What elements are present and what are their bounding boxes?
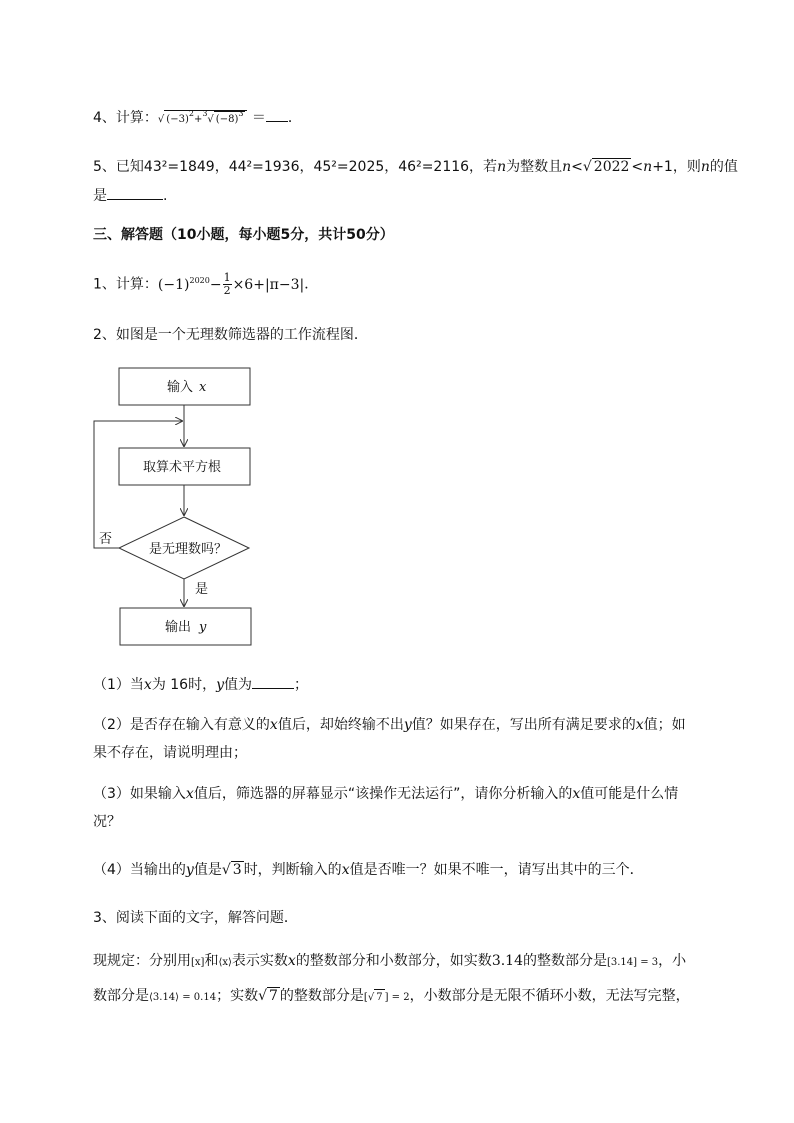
a3-l1-angle: ⟨x⟩ bbox=[218, 957, 232, 968]
a3-l1-d: 的整数部分和小数部分，如实数 bbox=[295, 953, 492, 969]
svg-text:输出y bbox=[165, 619, 207, 635]
a1-prefix: 1、计算： bbox=[93, 276, 158, 293]
a3-l1-f: [3.14] = 3 bbox=[606, 957, 659, 968]
s4-y: y bbox=[185, 862, 194, 878]
q4-expr-b: (−8) bbox=[215, 114, 239, 125]
q5-n2: n bbox=[643, 159, 653, 175]
q5-lt: < bbox=[571, 159, 583, 175]
s1-c: 值为 bbox=[224, 677, 253, 693]
s1-a: （1）当 bbox=[93, 677, 144, 693]
a1-rest: ×6+|π−3| bbox=[232, 276, 305, 293]
s1-y: y bbox=[216, 677, 225, 693]
flow-decision-label: 是无理数吗？ bbox=[149, 542, 228, 557]
q5-radicand: 2022 bbox=[593, 159, 630, 175]
q5-line2-end: . bbox=[163, 188, 168, 204]
a3-l2-a: 数部分是 bbox=[93, 988, 149, 1004]
q5-lt2: < bbox=[631, 159, 644, 175]
a3-l1-b: 和 bbox=[204, 953, 219, 969]
answer-question-2: 2、如图是一个无理数筛选器的工作流程图． bbox=[93, 327, 368, 343]
s4-radicand: 3 bbox=[232, 862, 242, 878]
q4-prefix: 4、计算： bbox=[93, 110, 158, 126]
s1-answer-blank[interactable] bbox=[252, 674, 294, 689]
sub-question-4: （4）当输出的y值是√ 3 时，判断输入的x值是否唯一？如果不唯一，请写出其中的三个． bbox=[93, 862, 644, 878]
s4-d: 值是否唯一？如果不唯一，请写出其中的三个． bbox=[349, 862, 644, 878]
s2-d: 值；如 bbox=[643, 717, 686, 733]
a3-l2-e: [ bbox=[363, 992, 368, 1003]
s4-x: x bbox=[341, 862, 350, 878]
sub-question-2-line1 bbox=[93, 715, 686, 735]
a3-l1-num: 3.14 bbox=[491, 953, 523, 969]
q5-n3: n bbox=[700, 159, 710, 175]
s4-a: （4）当输出的 bbox=[93, 862, 186, 878]
a3-l2-b: ⟨3.14⟩ = 0.14 bbox=[149, 992, 217, 1003]
flowchart bbox=[85, 360, 285, 660]
s3-x: x bbox=[185, 786, 194, 802]
answer-question-3: 3、阅读下面的文字，解答问题． bbox=[93, 910, 298, 926]
q5-mid: 为整数且 bbox=[506, 159, 563, 175]
sub-question-1 bbox=[93, 674, 308, 695]
flow-yes-label: 是 bbox=[195, 582, 209, 597]
a3-l2-radicand: 7 bbox=[269, 988, 278, 1004]
s4-c: 时，判断输入的 bbox=[243, 862, 342, 878]
s2-b: 值后，却始终输不出 bbox=[277, 717, 404, 733]
q4-plus: + bbox=[193, 114, 203, 125]
flow-sqrt-label: 取算术平方根 bbox=[143, 460, 222, 475]
a1-exp: 2020 bbox=[189, 275, 210, 285]
s2-y: y bbox=[403, 717, 412, 733]
a3-l1-x: x bbox=[287, 953, 296, 969]
a3-l2-d: 的整数部分是 bbox=[279, 988, 364, 1004]
s1-x: x bbox=[143, 677, 152, 693]
a1-fraction bbox=[223, 272, 232, 297]
s3-a: （3）如果输入 bbox=[93, 786, 186, 802]
section-3-title: 三、解答题（10小题，每小题5分，共计50分） bbox=[93, 227, 394, 243]
s4-b: 值是 bbox=[193, 862, 222, 878]
a3-l2-f: ] = 2 bbox=[384, 992, 410, 1003]
a1-minus: − bbox=[209, 276, 222, 293]
a1-end: ． bbox=[304, 276, 319, 293]
q5-tail: 的值 bbox=[709, 159, 738, 175]
q5-n: n bbox=[497, 159, 507, 175]
q4-equals: ＝ bbox=[251, 110, 266, 126]
a3-paragraph-line2: 数部分是⟨3.14⟩ = 0.14；实数√ 7 的整数部分是[√ 7 ] = 2，小数部分是无限不循环小数，无法写完整， bbox=[93, 988, 690, 1004]
a3-l1-bracket: [x] bbox=[191, 957, 205, 968]
q5-answer-blank[interactable] bbox=[107, 185, 163, 200]
a3-l1-a: 现规定：分别用 bbox=[93, 953, 191, 969]
s3-x2: x bbox=[572, 786, 581, 802]
a3-l2-radicand2: 7 bbox=[374, 989, 384, 1006]
a3-l2-c: ；实数 bbox=[216, 988, 259, 1004]
s1-b: 为 16时， bbox=[151, 677, 217, 693]
q5-text: 5、已知43²=1849，44²=1936，45²=2025，46²=2116，若 bbox=[93, 159, 498, 175]
s2-c: 值？如果存在，写出所有满足要求的 bbox=[411, 717, 636, 733]
svg-text:输入x bbox=[167, 379, 207, 395]
s3-c: 值可能是什么情 bbox=[580, 786, 679, 802]
flow-no-label: 否 bbox=[99, 532, 113, 547]
s1-end: ； bbox=[294, 677, 309, 693]
question-5-line1: 5、已知43²=1849，44²=1936，45²=2025，46²=2116，若n为整数且n<√ 2022 <n+1，则n的值 bbox=[93, 159, 738, 175]
q4-root-index: 3 bbox=[202, 109, 208, 118]
question-4 bbox=[93, 107, 302, 130]
q4-exp3: 3 bbox=[238, 109, 244, 118]
q4-exp2: 2 bbox=[188, 109, 194, 118]
flow-output-label: 输出 bbox=[165, 620, 192, 635]
q5-line2-text: 是 bbox=[93, 188, 107, 204]
a3-l1-g: ，小 bbox=[658, 953, 687, 969]
a1-base: (−1) bbox=[157, 276, 190, 293]
q4-expr-a: (−3) bbox=[166, 114, 189, 125]
sub-question-3-line2: 况？ bbox=[93, 814, 121, 830]
a3-l1-e: 的整数部分是 bbox=[522, 953, 607, 969]
a3-l1-c: 表示实数 bbox=[231, 953, 288, 969]
answer-question-1 bbox=[93, 272, 318, 297]
s2-x2: x bbox=[635, 717, 644, 733]
a1-den: 2 bbox=[223, 284, 231, 297]
q5-n-b: n bbox=[562, 159, 572, 175]
question-5-line2 bbox=[93, 185, 167, 206]
a3-paragraph-line1 bbox=[93, 951, 686, 973]
flow-input-var: x bbox=[199, 380, 207, 395]
s2-x: x bbox=[269, 717, 278, 733]
flow-input-label: 输入 bbox=[167, 380, 194, 395]
s2-a: （2）是否存在输入有意义的 bbox=[93, 717, 270, 733]
s3-b: 值后，筛选器的屏幕显示“该操作无法运行”，请你分析输入的 bbox=[193, 786, 573, 802]
q4-end: ． bbox=[287, 110, 302, 126]
a1-num: 1 bbox=[223, 271, 231, 284]
a3-l2-g: ，小数部分是无限不循环小数，无法写完整， bbox=[409, 988, 690, 1004]
flow-output-var: y bbox=[199, 620, 207, 635]
q4-expression: √ $(-3)^2+^3√$ $(-8)^3$ bbox=[158, 114, 248, 125]
q5-plus-one: +1，则 bbox=[652, 159, 701, 175]
q4-answer-blank[interactable] bbox=[266, 107, 288, 122]
sub-question-2-line2: 果不存在，请说明理由； bbox=[93, 745, 247, 761]
sub-question-3-line1 bbox=[93, 784, 678, 804]
